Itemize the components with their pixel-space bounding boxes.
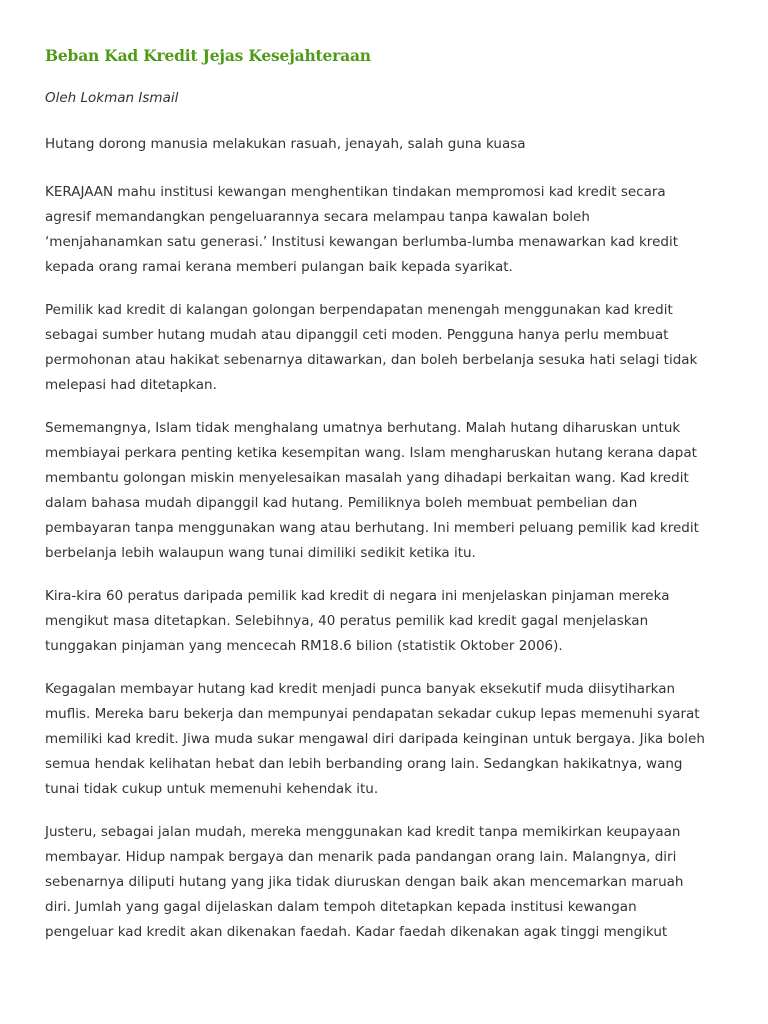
paragraph-line: muflis. Mereka baru bekerja dan mempunyai pendapatan sekadar cukup lepas memenuhi syarat — [45, 706, 700, 722]
paragraph-line: diri. Jumlah yang gagal dijelaskan dalam tempoh ditetapkan kepada institusi kewangan — [45, 899, 637, 915]
paragraph-line: permohonan atau hakikat sebenarnya ditawarkan, dan boleh berbelanja sesuka hati selagi tidak — [45, 352, 698, 368]
paragraph-line: kepada orang ramai kerana memberi pulangan baik kepada syarikat. — [45, 259, 513, 275]
paragraph — [45, 677, 735, 802]
paragraph-line: KERAJAAN mahu institusi kewangan menghentikan tindakan mempromosi kad kredit secara — [45, 184, 666, 200]
paragraph-line: sebenarnya diliputi hutang yang jika tidak diuruskan dengan baik akan mencemarkan maruah — [45, 874, 684, 890]
paragraph-line: melepasi had ditetapkan. — [45, 377, 217, 393]
paragraph-line: agresif memandangkan pengeluarannya secara melampau tanpa kawalan boleh — [45, 209, 590, 225]
paragraph-line: mengikut masa ditetapkan. Selebihnya, 40 peratus pemilik kad kredit gagal menjelaskan — [45, 613, 649, 629]
paragraph — [45, 584, 735, 659]
paragraph — [45, 416, 735, 566]
article-byline: Oleh Lokman Ismail — [45, 90, 179, 106]
paragraph-line: semua hendak kelihatan hebat dan lebih berbanding orang lain. Sedangkan hakikatnya, wang — [45, 756, 683, 772]
paragraph-line: Pemilik kad kredit di kalangan golongan berpendapatan menengah menggunakan kad kredit — [45, 302, 673, 318]
paragraph-line: ‘menjahanamkan satu generasi.’ Institusi kewangan berlumba-lumba menawarkan kad kredit — [45, 234, 678, 250]
paragraph-line: membiayai perkara penting ketika kesempitan wang. Islam mengharuskan hutang kerana dapat — [45, 445, 697, 461]
paragraph — [45, 298, 735, 398]
paragraph-line: memiliki kad kredit. Jiwa muda sukar mengawal diri daripada keinginan untuk bergaya. Jika boleh — [45, 731, 705, 747]
paragraph-line: membantu golongan miskin menyelesaikan masalah yang dihadapi berkaitan wang. Kad kredit — [45, 470, 689, 486]
paragraph-line: pembayaran tanpa menggunakan wang atau berhutang. Ini memberi peluang pemilik kad kredit — [45, 520, 699, 536]
paragraph-line: Sememangnya, Islam tidak menghalang umatnya berhutang. Malah hutang diharuskan untuk — [45, 420, 681, 436]
paragraph-line: tunggakan pinjaman yang mencecah RM18.6 bilion (statistik Oktober 2006). — [45, 638, 563, 654]
paragraph-line: Kegagalan membayar hutang kad kredit menjadi punca banyak eksekutif muda diisytiharkan — [45, 681, 676, 697]
paragraph — [45, 820, 735, 945]
paragraph-line: dalam bahasa mudah dipanggil kad hutang. Pemiliknya boleh membuat pembelian dan — [45, 495, 638, 511]
article-body — [45, 180, 735, 963]
paragraph-line: membayar. Hidup nampak bergaya dan menarik pada pandangan orang lain. Malangnya, diri — [45, 849, 677, 865]
paragraph-line: Justeru, sebagai jalan mudah, mereka menggunakan kad kredit tanpa memikirkan keupayaan — [45, 824, 681, 840]
paragraph-line: tunai tidak cukup untuk memenuhi kehendak itu. — [45, 781, 379, 797]
paragraph-line: pengeluar kad kredit akan dikenakan faedah. Kadar faedah dikenakan agak tinggi mengikut — [45, 924, 668, 940]
article-subtitle: Hutang dorong manusia melakukan rasuah, jenayah, salah guna kuasa — [45, 136, 526, 152]
paragraph — [45, 180, 735, 280]
paragraph-line: berbelanja lebih walaupun wang tunai dimiliki sedikit ketika itu. — [45, 545, 476, 561]
paragraph-line: Kira-kira 60 peratus daripada pemilik kad kredit di negara ini menjelaskan pinjaman mereka — [45, 588, 670, 604]
article-title: Beban Kad Kredit Jejas Kesejahteraan — [45, 46, 371, 65]
paragraph-line: sebagai sumber hutang mudah atau dipanggil ceti moden. Pengguna hanya perlu membuat — [45, 327, 669, 343]
